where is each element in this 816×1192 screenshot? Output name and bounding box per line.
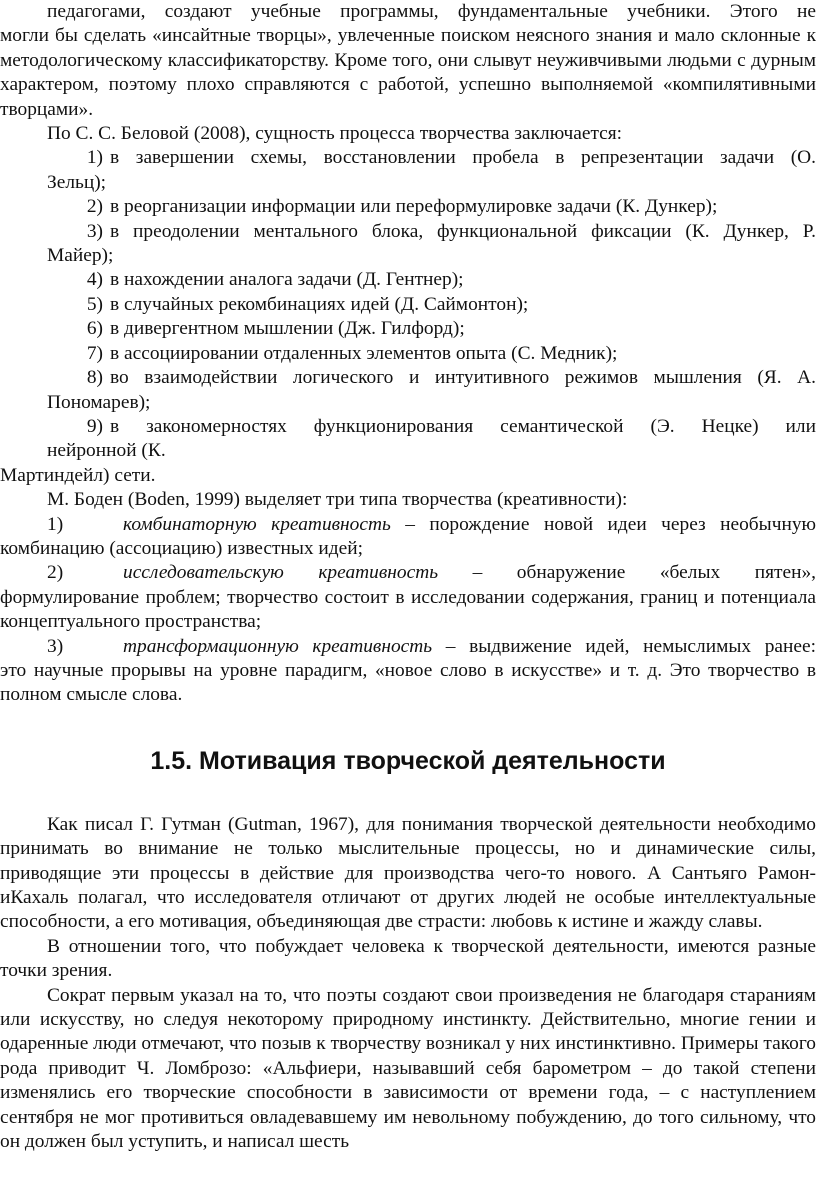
- creativity-type-continuation: это научные прорывы на уровне парадигм, «новое слово в искусстве» и т. д. Это творчество в полном смысле слова.: [0, 659, 816, 706]
- belova-list: [0, 146, 816, 463]
- list-item-text: в закономерностях функционирования семантической (Э. Нецке) или: [110, 415, 816, 437]
- paragraph-views: В отношении того, что побуждает человека к творческой деятельности, имеются разные точки зрения.: [0, 935, 816, 982]
- list-item-continuation: Пономарев);: [47, 391, 151, 413]
- creativity-type: [0, 635, 816, 659]
- list-item: [0, 195, 816, 219]
- list-item-number: 8): [86, 367, 103, 389]
- list-item: [0, 146, 816, 170]
- list-item-number: 7): [86, 342, 103, 364]
- boden-list: [0, 513, 816, 708]
- creativity-type-definition: – обнаружение «белых пятен»,: [438, 562, 816, 584]
- creativity-type-first-line: [123, 513, 816, 537]
- paragraph-top-first-line: педагогами, создают учебные программы, фундаментальные учебники. Этого не: [47, 1, 816, 22]
- list-item: [0, 268, 816, 292]
- creativity-type-term: исследовательскую креативность: [123, 562, 439, 584]
- list-item-continuation: Майер);: [47, 245, 114, 267]
- creativity-type-first-line: [123, 561, 816, 585]
- paragraph-gutman: Как писал Г. Гутман (Gutman, 1967), для понимания творческой деятельности необходимо принимать во внимание не только мыслительные процессы, но и динамические силы, приводящие эти процессы в действие для производства чего-то нового. А Сантьяго Рамон-иКахаль полагал, что исследователя отличают от других людей не особые интеллектуальные способности, а его мотивация, объединяющая две страсти: любовь к истине и жажду славы.: [0, 813, 816, 933]
- list-item-text: в реорганизации информации или переформулировке задачи (К. Дункер);: [110, 196, 718, 218]
- list-item-text: в ассоциировании отдаленных элементов опыта (С. Медник);: [110, 342, 618, 364]
- creativity-type: [0, 561, 816, 585]
- list-item: [0, 293, 816, 317]
- list-item-number: 3): [86, 220, 103, 242]
- list-item-continuation: нейронной (К.: [47, 440, 166, 462]
- list-item-number: 2): [86, 196, 103, 218]
- list-item: [0, 366, 816, 390]
- list-item-number: 5): [86, 293, 103, 315]
- creativity-type-definition: – выдвижение идей, немыслимых ранее:: [432, 635, 816, 657]
- belova-list-tail: Мартиндейл) сети.: [0, 464, 156, 486]
- creativity-type-term: комбинаторную креативность: [123, 513, 391, 535]
- paragraph-socrates: Сократ первым указал на то, что поэты создают свои произведения не благодаря стараниям или искусству, но следуя некоторому природному инстинкту. Действительно, многие гении и одаренные люди отмечают, что позыв к творчеству возникал у них инстинктивно. Примеры такого рода приводит Ч. Ломброзо: «Альфиери, называвший себя барометром – до такой степени изменялись его творческие способности в зависимости от времени года, – с наступлением сентября не мог противиться овладевавшему им невольному побуждению, до того сильному, что он должен был уступить, и написал шесть: [0, 984, 816, 1153]
- list-item: [0, 220, 816, 244]
- list-item: [0, 317, 816, 341]
- creativity-type-number: 2): [47, 562, 64, 584]
- list-item-number: 6): [86, 318, 103, 340]
- section-heading: 1.5. Мотивация творческой деятельности: [150, 746, 666, 775]
- creativity-type-number: 3): [47, 635, 64, 657]
- list-item-text: в преодолении ментального блока, функциональной фиксации (К. Дункер, Р.: [110, 220, 816, 242]
- list-item-number: 4): [86, 269, 103, 291]
- creativity-type-first-line: [123, 635, 816, 659]
- creativity-type-definition: – порождение новой идеи через необычную: [390, 513, 816, 535]
- list-item-text: в случайных рекомбинациях идей (Д. Саймонтон);: [110, 293, 529, 315]
- list-item: [0, 415, 816, 439]
- paragraph-top-rest: могли бы сделать «инсайтные творцы», увлеченные поиском неясного знания и мало склонные к методологическому классификаторству. Кроме того, они слывут неуживчивыми людьми с дурным характером, поэтому плохо справляются с работой, успешно выполняемой «компилятивными творцами».: [0, 25, 816, 120]
- list-item-text: во взаимодействии логического и интуитивного режимов мышления (Я. А.: [110, 367, 816, 389]
- list-item-text: в нахождении аналога задачи (Д. Гентнер);: [110, 269, 464, 291]
- list-item-text: в дивергентном мышлении (Дж. Гилфорд);: [110, 318, 465, 340]
- creativity-type-continuation: комбинацию (ассоциацию) известных идей;: [0, 537, 364, 559]
- list-item-continuation: Зельц);: [47, 171, 107, 193]
- belova-intro: По С. С. Беловой (2008), сущность процесса творчества заключается:: [47, 123, 623, 145]
- boden-intro: М. Боден (Boden, 1999) выделяет три типа творчества (креативности):: [47, 489, 628, 511]
- creativity-type: [0, 513, 816, 537]
- creativity-type-term: трансформационную креативность: [123, 635, 433, 657]
- list-item-number: 1): [86, 147, 103, 169]
- list-item-text: в завершении схемы, восстановлении пробела в репрезентации задачи (О.: [110, 147, 816, 169]
- creativity-type-continuation: формулирование проблем; творчество состоит в исследовании содержания, границ и потенциала концептуального пространства;: [0, 586, 816, 633]
- creativity-type-number: 1): [47, 513, 64, 535]
- list-item: [0, 342, 816, 366]
- list-item-number: 9): [86, 415, 103, 437]
